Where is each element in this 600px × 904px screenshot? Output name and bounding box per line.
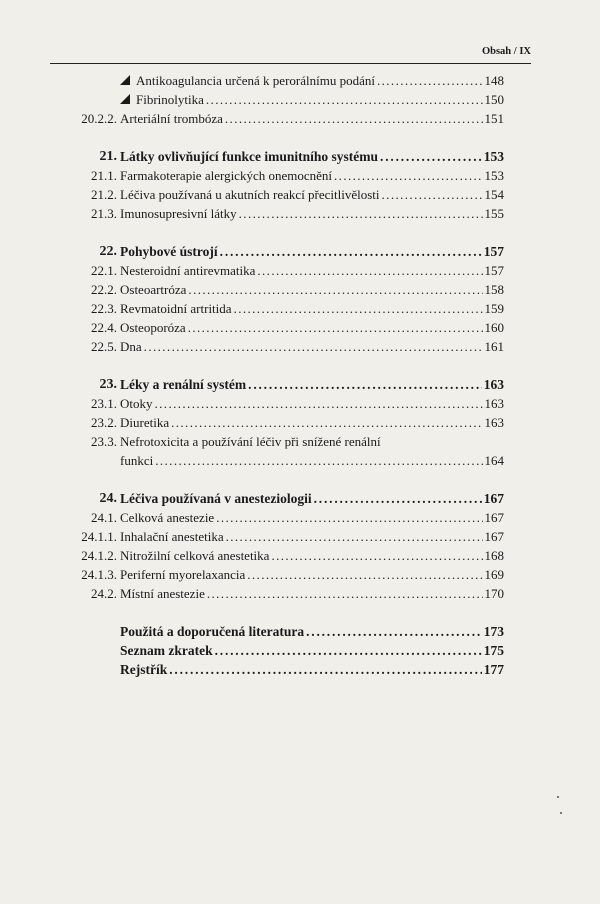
- leader-dots: [206, 90, 483, 109]
- leader-dots: [171, 413, 482, 432]
- leader-dots: [239, 204, 483, 223]
- toc-entry: [50, 109, 504, 128]
- entry-title: funkci: [120, 453, 154, 468]
- chapter-title: Pohybové ústrojí: [120, 244, 218, 259]
- chapter-title: Léčiva používaná v anesteziologii: [120, 491, 312, 506]
- chapter-number: 24.: [99, 491, 117, 506]
- toc-entry: [50, 584, 504, 603]
- leader-dots: [257, 261, 482, 280]
- leader-dots: [314, 489, 482, 508]
- entry-title: Osteoartróza: [120, 282, 187, 297]
- entry-title: Periferní myorelaxancia: [120, 567, 246, 582]
- toc-backmatter: [50, 660, 504, 679]
- chapter-number: 22.: [99, 244, 117, 259]
- toc-entry: [50, 261, 504, 280]
- entry-page: 155: [484, 206, 504, 221]
- entry-page: 161: [484, 339, 504, 354]
- entry-title: Celková anestezie: [120, 510, 215, 525]
- toc-chapter: [50, 242, 504, 261]
- entry-title: Nitrožilní celková anestetika: [120, 548, 270, 563]
- entry-title: Farmakoterapie alergických onemocnění: [120, 168, 333, 183]
- entry-page: 154: [484, 187, 504, 202]
- leader-dots: [144, 337, 483, 356]
- toc-chapter: [50, 489, 504, 508]
- leader-dots: [248, 375, 482, 394]
- entry-title: Nesteroidní antirevmatika: [120, 263, 256, 278]
- leader-dots: [234, 299, 483, 318]
- entry-page: 168: [484, 548, 504, 563]
- entry-number: 24.1.: [91, 510, 117, 525]
- chapter-page: 163: [483, 377, 504, 392]
- leader-dots: [247, 565, 482, 584]
- leader-dots: [271, 546, 482, 565]
- entry-page: 159: [484, 301, 504, 316]
- entry-title: Inhalační anestetika: [120, 529, 224, 544]
- toc-backmatter: [50, 641, 504, 660]
- backmatter-title: Použitá a doporučená literatura: [120, 624, 305, 639]
- toc-entry: [50, 432, 504, 451]
- leader-dots: [382, 185, 483, 204]
- entry-page: 160: [484, 320, 504, 335]
- entry-page: 167: [484, 529, 504, 544]
- entry-number: 24.2.: [91, 586, 117, 601]
- entry-number: 22.1.: [91, 263, 117, 278]
- leader-dots: [377, 71, 483, 90]
- toc-chapter: [50, 147, 504, 166]
- chapter-number: 23.: [99, 377, 117, 392]
- entry-page: 164: [484, 453, 504, 468]
- leader-dots: [220, 242, 482, 261]
- chapter-page: 167: [483, 491, 504, 506]
- entry-number: 21.2.: [91, 187, 117, 202]
- entry-number: 24.1.2.: [81, 548, 117, 563]
- entry-page: 153: [484, 168, 504, 183]
- leader-dots: [188, 318, 483, 337]
- toc-entry: [50, 204, 504, 223]
- header-rule: [50, 63, 531, 64]
- entry-number: 21.3.: [91, 206, 117, 221]
- entry-number: 20.2.2.: [81, 111, 117, 126]
- entry-page: 163: [484, 415, 504, 430]
- entry-title: Arteriální trombóza: [120, 111, 223, 126]
- toc-entry: [50, 299, 504, 318]
- entry-number: 22.4.: [91, 320, 117, 335]
- entry-title: Diuretika: [120, 415, 170, 430]
- leader-dots: [155, 394, 483, 413]
- leader-dots: [225, 109, 483, 128]
- entry-number: 22.2.: [91, 282, 117, 297]
- entry-page: 167: [484, 510, 504, 525]
- toc-entry: [50, 185, 504, 204]
- toc-chapter: [50, 375, 504, 394]
- running-header: Obsah / IX: [481, 46, 531, 57]
- entry-title: Léčiva používaná u akutních reakcí přecitlivělosti: [120, 187, 380, 202]
- leader-dots: [380, 147, 482, 166]
- entry-page: 163: [484, 396, 504, 411]
- entry-number: 21.1.: [91, 168, 117, 183]
- leader-dots: [188, 280, 482, 299]
- triangle-bullet-icon: [120, 94, 130, 104]
- toc-entry-continuation: [50, 451, 504, 470]
- toc-entry: [50, 508, 504, 527]
- toc-entry: [50, 90, 504, 109]
- entry-title: Revmatoidní artritida: [120, 301, 232, 316]
- toc-entry: [50, 565, 504, 584]
- chapter-title: Látky ovlivňující funkce imunitního systému: [120, 149, 379, 164]
- triangle-bullet-icon: [120, 75, 130, 85]
- backmatter-page: 173: [483, 624, 504, 639]
- entry-page: 150: [484, 92, 504, 107]
- entry-number: 22.5.: [91, 339, 117, 354]
- entry-title: Imunosupresivní látky: [120, 206, 237, 221]
- entry-page: 148: [484, 73, 504, 88]
- backmatter-title: Seznam zkratek: [120, 643, 213, 658]
- toc-entry: [50, 546, 504, 565]
- entry-number: 22.3.: [91, 301, 117, 316]
- entry-page: 158: [484, 282, 504, 297]
- entry-number: 23.3.: [91, 434, 117, 449]
- entry-title: Nefrotoxicita a používání léčiv při snížené renální: [120, 434, 381, 449]
- entry-title: Fibrinolytika: [136, 92, 204, 107]
- entry-number: 24.1.3.: [81, 567, 117, 582]
- toc-entry: [50, 413, 504, 432]
- toc-entry: [50, 527, 504, 546]
- toc-entry: [50, 394, 504, 413]
- toc-entry: [50, 71, 504, 90]
- entry-page: 169: [484, 567, 504, 582]
- chapter-title: Léky a renální systém: [120, 377, 247, 392]
- entry-title: Antikoagulancia určená k perorálnímu podání: [136, 73, 375, 88]
- leader-dots: [155, 451, 482, 470]
- paper-speck: [560, 812, 562, 814]
- toc-backmatter: [50, 622, 504, 641]
- toc-entry: [50, 318, 504, 337]
- entry-number: 23.1.: [91, 396, 117, 411]
- chapter-number: 21.: [99, 149, 117, 164]
- leader-dots: [226, 527, 483, 546]
- entry-title: Dna: [120, 339, 142, 354]
- backmatter-page: 175: [483, 643, 504, 658]
- leader-dots: [207, 584, 483, 603]
- leader-dots: [306, 622, 482, 641]
- toc-entry: [50, 280, 504, 299]
- backmatter-title: Rejstřík: [120, 662, 168, 677]
- entry-title: Osteoporóza: [120, 320, 186, 335]
- leader-dots: [169, 660, 482, 679]
- leader-dots: [334, 166, 482, 185]
- paper-speck: [557, 796, 559, 798]
- toc-entry: [50, 166, 504, 185]
- leader-dots: [216, 508, 482, 527]
- entry-page: 170: [484, 586, 504, 601]
- entry-title: Otoky: [120, 396, 153, 411]
- chapter-page: 157: [483, 244, 504, 259]
- table-of-contents: [50, 71, 504, 679]
- entry-page: 157: [484, 263, 504, 278]
- backmatter-page: 177: [483, 662, 504, 677]
- entry-number: 23.2.: [91, 415, 117, 430]
- entry-number: 24.1.1.: [81, 529, 117, 544]
- entry-page: 151: [484, 111, 504, 126]
- entry-title: Místní anestezie: [120, 586, 205, 601]
- chapter-page: 153: [483, 149, 504, 164]
- toc-entry: [50, 337, 504, 356]
- leader-dots: [215, 641, 482, 660]
